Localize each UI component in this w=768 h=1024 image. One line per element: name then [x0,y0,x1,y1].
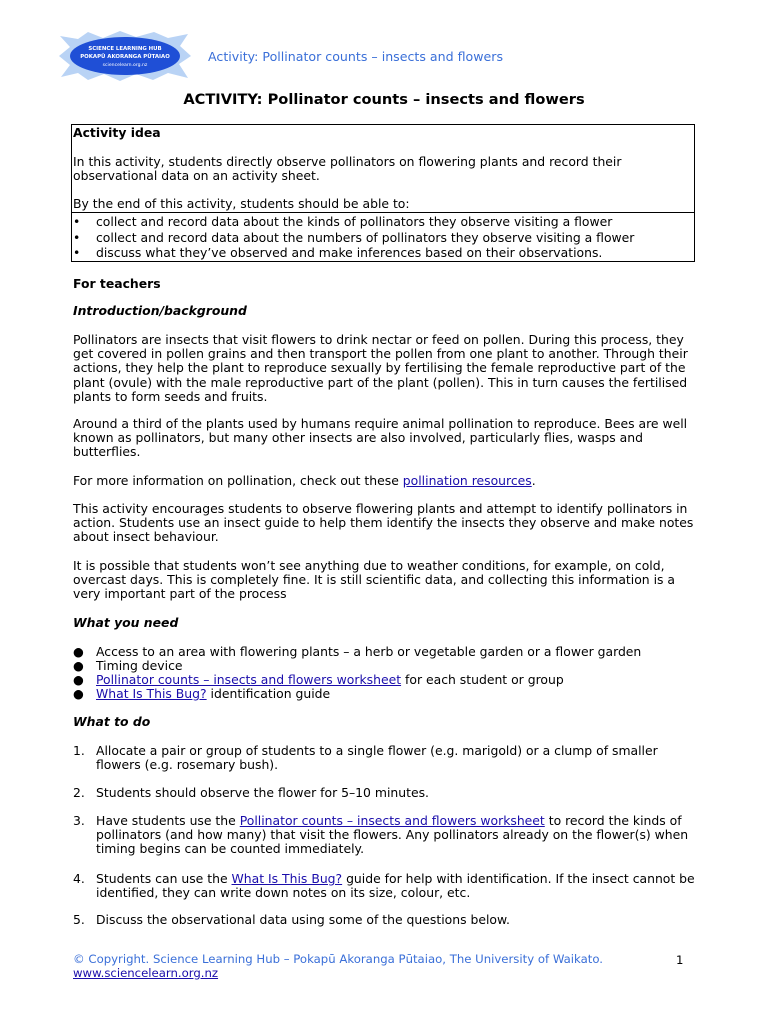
intro-paragraph-3: For more information on pollination, check out these pollination resources. [73,473,536,488]
activity-box-divider [71,212,695,213]
logo-line-3: sciencelearn.org.nz [102,63,148,68]
logo-line-1: SCIENCE LEARNING HUB [88,46,162,52]
science-learning-hub-logo [58,30,192,82]
worksheet-link[interactable]: Pollinator counts – insects and flowers worksheet [239,813,545,828]
page-number: 1 [676,953,684,967]
what-is-this-bug-link[interactable]: What Is This Bug? [231,871,343,886]
logo-line-2: POKAPŪ AKORANGA PŪTAIAO [80,54,170,60]
intro-paragraph-5: It is possible that students won’t see anything due to weather conditions, for example, on cold, overcast days. This is completely fine. It is still scientific data, and collecting this information is a very important part of the process [73,558,676,602]
intro-paragraph-1: Pollinators are insects that visit flowers to drink nectar or feed on pollen. During this process, they get covered in pollen grains and then transport the pollen from one plant to another. Through their actions, they help the plant to reproduce sexually by fertilising the female reproductive part of the plant (ovule) with the male reproductive part of the plant (pollen). This in turn causes the fertilised plants to form seeds and fruits. [73,332,688,404]
footer [73,953,603,980]
footer-copyright: © Copyright. Science Learning Hub – Pokapū Akoranga Pūtaiao, The University of Waikato. [73,952,603,966]
worksheet-link[interactable]: Pollinator counts – insects and flowers worksheet [96,672,402,687]
bullet-icon: ● [73,658,84,673]
what-is-this-bug-link[interactable]: What Is This Bug? [96,686,207,701]
outcomes-lead: By the end of this activity, students should be able to: [73,196,410,211]
bullet-icon: ● [73,644,84,659]
what-to-do-heading: What to do [73,714,151,729]
pollination-resources-link[interactable]: pollination resources [402,473,532,488]
bullet-icon: • [73,214,81,229]
intro-paragraph-2: Around a third of the plants used by humans require animal pollination to reproduce. Bees are well known as pollinators, but many other insects are also involved, particularly flies, wasps and butterflies. [73,416,688,460]
bullet-icon: ● [73,686,84,701]
activity-idea-heading: Activity idea [73,125,161,140]
introduction-heading: Introduction/background [73,303,247,318]
for-teachers-heading: For teachers [73,276,161,291]
bullet-icon: • [73,230,81,245]
footer-url-link[interactable]: www.sciencelearn.org.nz [73,965,219,980]
activity-intro: In this activity, students directly observe pollinators on flowering plants and record their observational data on an activity sheet. [73,154,622,184]
intro-paragraph-4: This activity encourages students to observe flowering plants and attempt to identify pollinators in action. Students use an insect guide to help them identify the insects they observe and make notes about insect behaviour. [73,501,694,545]
what-you-need-heading: What you need [73,615,179,630]
header-title: Activity: Pollinator counts – insects and flowers [208,49,504,64]
document-title: ACTIVITY: Pollinator counts – insects and flowers [183,91,585,108]
bullet-icon: ● [73,672,84,687]
bullet-icon: • [73,245,81,260]
